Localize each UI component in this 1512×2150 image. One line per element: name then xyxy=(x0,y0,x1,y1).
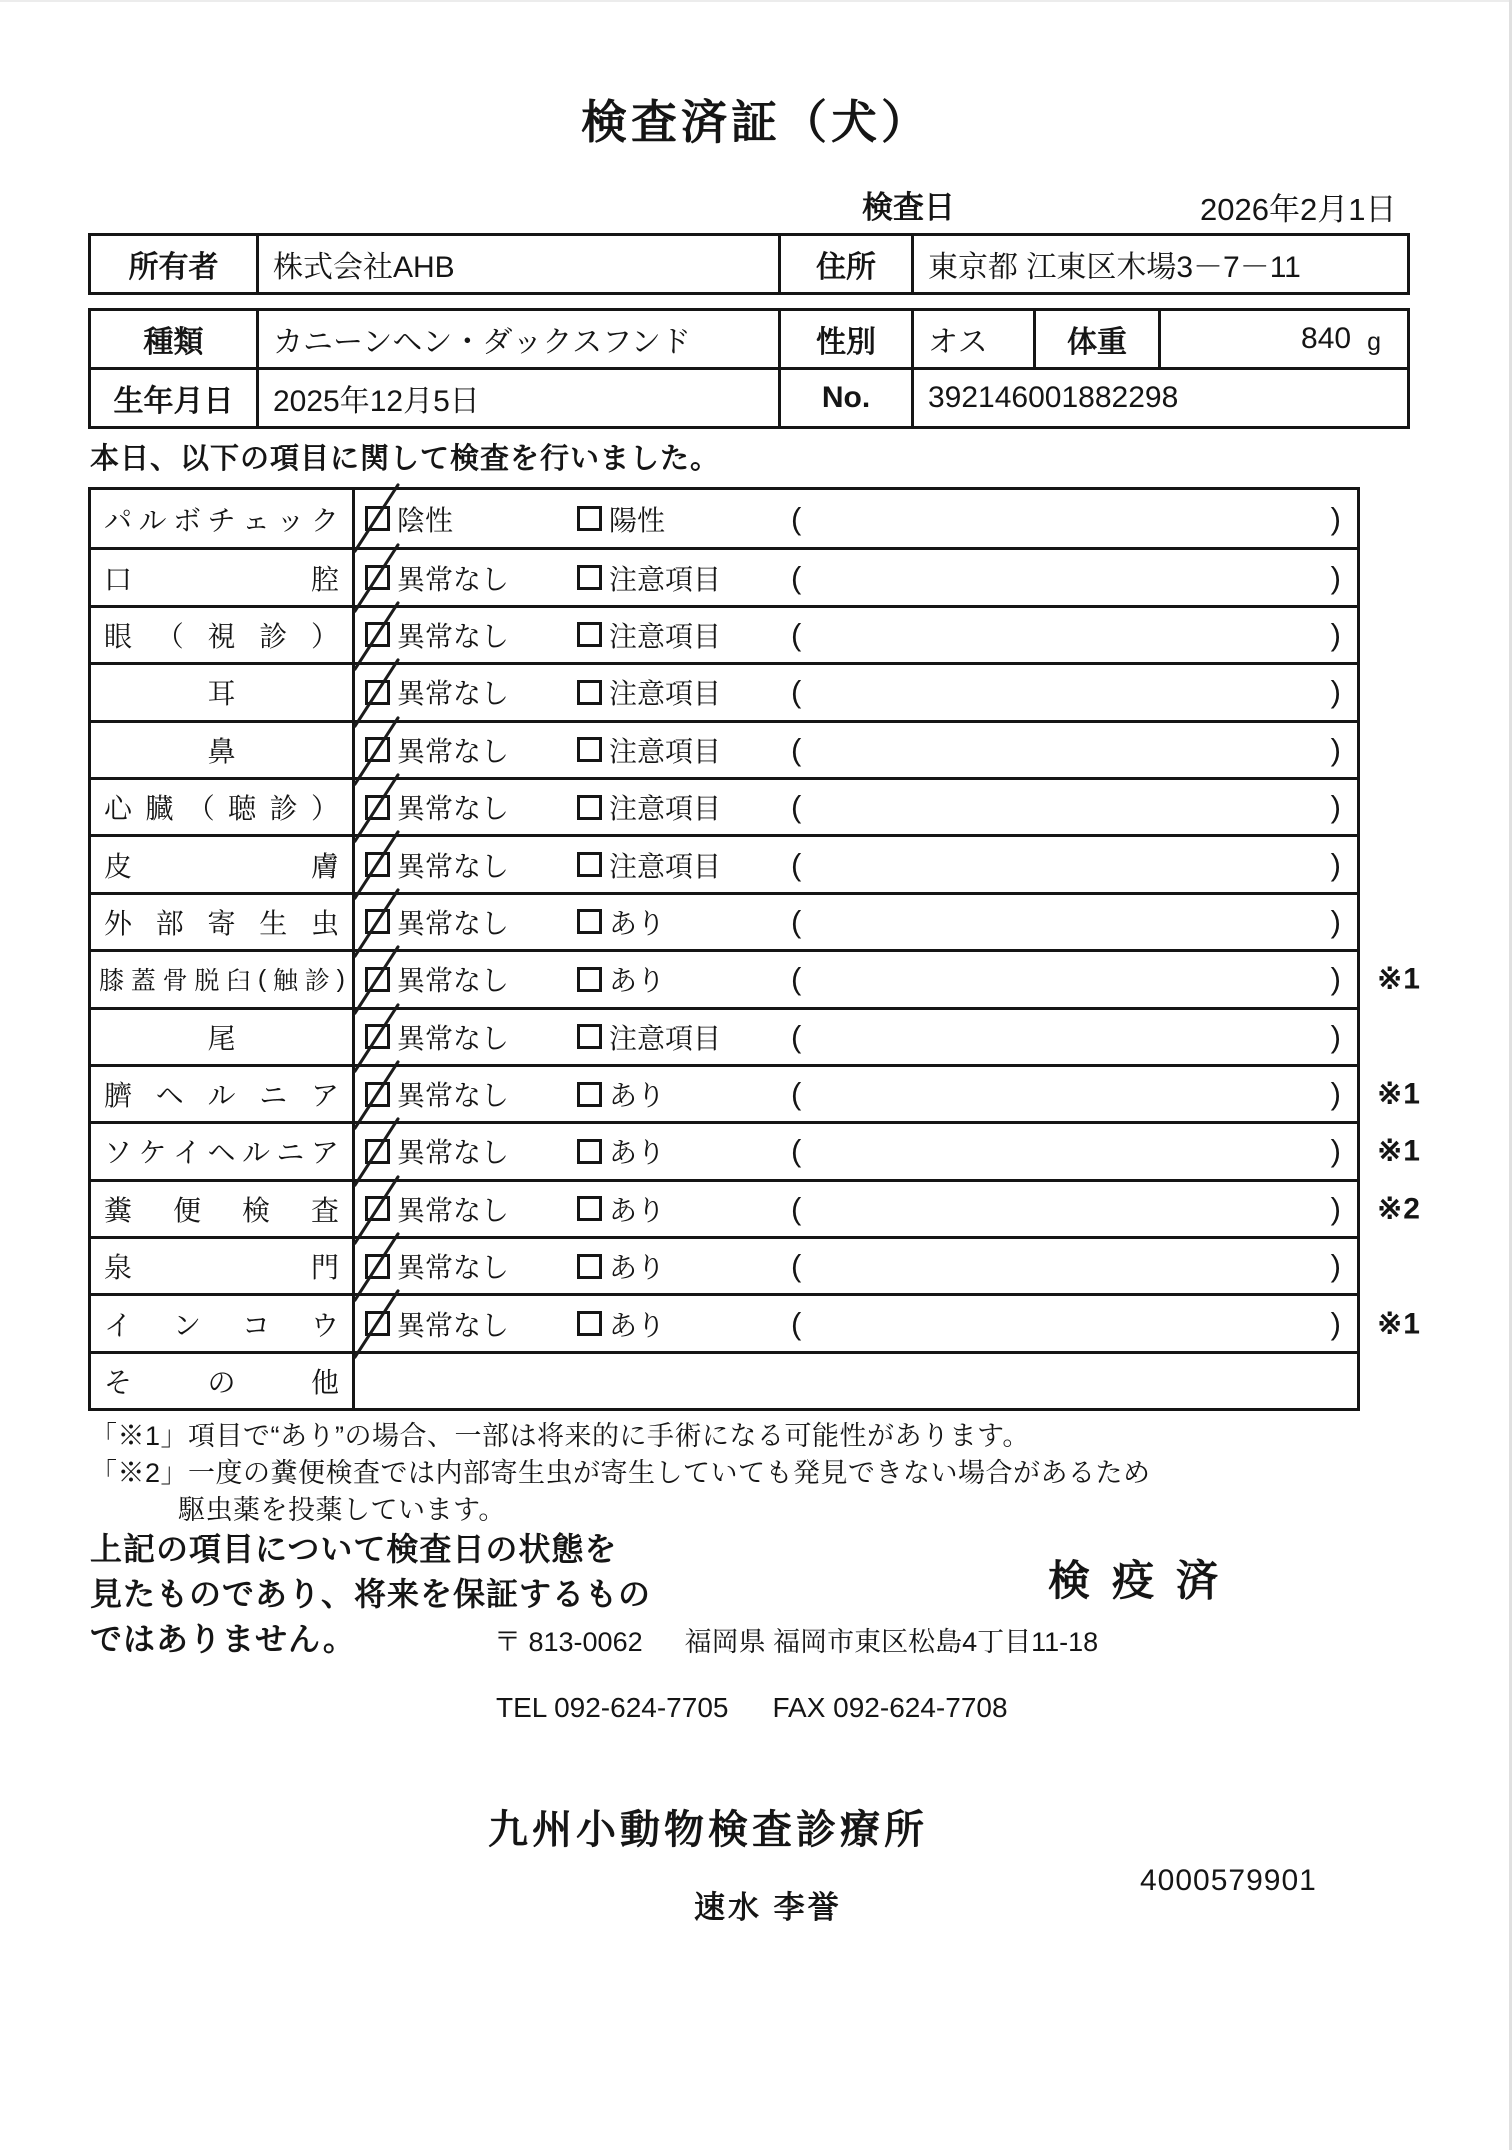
option-1-label: 異常なし xyxy=(397,907,510,939)
footnote-2: 「※2」一度の糞便検査では内部寄生虫が寄生していても発見できない場合があるため xyxy=(90,1458,1151,1488)
option-2 xyxy=(577,787,721,827)
option-1-label: 異常なし xyxy=(397,735,510,767)
checklist-row-content xyxy=(355,550,1357,604)
paren-open: ( xyxy=(791,1018,802,1054)
checklist-row-content xyxy=(355,780,1357,834)
checklist-row-content xyxy=(355,1010,1357,1064)
checklist-row xyxy=(91,720,1357,777)
checklist-row xyxy=(91,949,1421,1006)
checkbox-icon xyxy=(577,1254,602,1279)
paren-close: ) xyxy=(1330,1305,1341,1341)
checklist-item-label: 心 臓 （ 聴 診 ） xyxy=(91,780,355,834)
checklist-row xyxy=(91,490,1357,547)
checklist-row xyxy=(91,1064,1421,1121)
checklist-row-content xyxy=(355,490,1357,547)
option-2 xyxy=(577,615,721,655)
paren-open: ( xyxy=(791,1305,802,1341)
option-2-label: あり xyxy=(609,1309,666,1341)
checklist-row-content xyxy=(355,608,1357,662)
paren-open: ( xyxy=(791,1248,802,1284)
checklist-item-label: 糞 便 検 査 xyxy=(91,1182,355,1236)
option-1-label: 異常なし xyxy=(397,965,510,997)
option-1-label: 異常なし xyxy=(397,1080,510,1112)
option-1-label: 異常なし xyxy=(397,620,510,652)
checklist-row-content xyxy=(355,1354,1357,1408)
option-1-label: 異常なし xyxy=(397,1022,510,1054)
checklist-row xyxy=(91,547,1357,604)
option-2 xyxy=(577,1017,721,1057)
checklist-table xyxy=(88,487,1421,1411)
checklist-item-label: 口 腔 xyxy=(91,550,355,604)
owner-label: 所有者 xyxy=(128,251,219,284)
checkbox-icon xyxy=(577,1196,602,1221)
address-label: 住所 xyxy=(778,236,911,292)
checkbox-icon xyxy=(577,1139,602,1164)
checklist-row-content xyxy=(355,895,1357,949)
checklist-row xyxy=(91,834,1357,891)
checkbox-icon xyxy=(577,680,602,705)
option-1-label: 異常なし xyxy=(397,793,510,825)
birthdate-row xyxy=(91,367,1407,426)
inspector-name: 速水 李誉 xyxy=(694,1890,842,1925)
paren-open: ( xyxy=(791,1076,802,1112)
checkbox-icon xyxy=(577,737,602,762)
checklist-item-label: イ ン コ ウ xyxy=(91,1296,355,1350)
paren-close: ) xyxy=(1330,1018,1341,1054)
option-2-label: あり xyxy=(609,1194,666,1226)
checklist-item-label: そ の 他 xyxy=(91,1354,355,1408)
checklist-item-label: 鼻 xyxy=(91,723,355,777)
paren-close: ) xyxy=(1330,616,1341,652)
address-value: 東京都 江東区木場3－7－11 xyxy=(911,236,1407,292)
owner-value: 株式会社AHB xyxy=(256,236,778,292)
option-2 xyxy=(577,902,665,942)
weight-label: 体重 xyxy=(1033,311,1158,367)
option-2 xyxy=(577,1246,665,1286)
checklist-item-label: 外 部 寄 生 虫 xyxy=(91,895,355,949)
registration-no-value: 392146001882298 xyxy=(911,370,1407,426)
paren-open: ( xyxy=(791,789,802,825)
checklist-item-label: 耳 xyxy=(91,665,355,719)
checkbox-icon xyxy=(577,565,602,590)
option-1 xyxy=(365,499,453,539)
owner-row xyxy=(91,236,1407,292)
clinic-tel-fax xyxy=(496,1692,1008,1724)
option-2-label: 注意項目 xyxy=(609,850,722,882)
paren-close: ) xyxy=(1330,674,1341,710)
checklist-row xyxy=(91,892,1357,949)
checklist-row-content xyxy=(355,1296,1357,1350)
row-footnote-mark: ※2 xyxy=(1377,1192,1421,1226)
paren-close: ) xyxy=(1330,1190,1341,1226)
checklist-row xyxy=(91,777,1357,834)
checklist-row xyxy=(91,662,1357,719)
option-2-label: 注意項目 xyxy=(609,563,722,595)
checkbox-icon xyxy=(577,506,602,531)
option-2-label: あり xyxy=(609,965,666,997)
checklist-row-content xyxy=(355,1067,1357,1121)
checkbox-icon xyxy=(577,1024,602,1049)
paren-close: ) xyxy=(1330,903,1341,939)
option-1-label: 異常なし xyxy=(397,563,510,595)
checklist-item-label: 泉 門 xyxy=(91,1239,355,1293)
statement-line-3: ではありません。 xyxy=(90,1621,356,1657)
option-2-label: あり xyxy=(609,1252,666,1284)
inspection-date-value: 2026年2月1日 xyxy=(1200,192,1397,227)
option-2-label: あり xyxy=(609,1137,666,1169)
page-title: 検査済証（犬） xyxy=(581,96,931,148)
checklist-row xyxy=(91,1007,1357,1064)
weight-value-cell xyxy=(1158,311,1407,367)
checklist-row xyxy=(91,1179,1421,1236)
checklist-row-content xyxy=(355,952,1357,1006)
paren-close: ) xyxy=(1330,559,1341,595)
registration-no-label: No. xyxy=(778,370,911,426)
checklist-row-content xyxy=(355,723,1357,777)
paren-open: ( xyxy=(791,500,802,536)
checkbox-icon xyxy=(577,622,602,647)
paren-open: ( xyxy=(791,674,802,710)
option-1-label: 異常なし xyxy=(397,1194,510,1226)
option-2 xyxy=(577,558,721,598)
option-1-label: 異常なし xyxy=(397,678,510,710)
checklist-item-label: 尾 xyxy=(91,1010,355,1064)
paren-close: ) xyxy=(1330,731,1341,767)
statement-line-2: 見たものであり、将来を保証するもの xyxy=(90,1576,652,1612)
checklist-row xyxy=(91,1293,1421,1350)
option-2-label: 注意項目 xyxy=(609,735,722,767)
quarantine-stamp: 検疫済 xyxy=(1048,1557,1241,1604)
clinic-postal-code: 〒 813-0062 xyxy=(494,1627,643,1657)
checklist-item-label: 臍 ヘ ル ニ ア xyxy=(91,1067,355,1121)
clinic-address: 福岡県 福岡市東区松島4丁目11-18 xyxy=(684,1627,1099,1657)
option-1-label: 異常なし xyxy=(397,1252,510,1284)
checklist-row-content xyxy=(355,665,1357,719)
weight-value: 840 xyxy=(1301,322,1352,355)
sex-value: オス xyxy=(911,311,1033,367)
paren-open: ( xyxy=(791,1190,802,1226)
checklist-item-label: 眼 （ 視 診 ） xyxy=(91,608,355,662)
checkbox-icon xyxy=(577,967,602,992)
option-2-label: 注意項目 xyxy=(609,678,722,710)
birthdate-label: 生年月日 xyxy=(113,385,234,418)
clinic-tel: TEL 092-624-7705 xyxy=(496,1692,729,1723)
option-2 xyxy=(577,959,665,999)
checklist-row xyxy=(91,1121,1421,1178)
option-2-label: 陽性 xyxy=(609,504,666,536)
checklist-row xyxy=(91,1351,1357,1408)
paren-open: ( xyxy=(791,903,802,939)
checkbox-icon xyxy=(577,795,602,820)
checklist-row xyxy=(91,605,1357,662)
option-2 xyxy=(577,730,721,770)
option-2-label: あり xyxy=(609,1080,666,1112)
owner-table xyxy=(88,233,1410,295)
breed-label: 種類 xyxy=(143,326,204,359)
paren-close: ) xyxy=(1330,789,1341,825)
option-2 xyxy=(577,1131,665,1171)
intro-text: 本日、以下の項目に関して検査を行いました。 xyxy=(90,443,721,475)
paren-close: ) xyxy=(1330,846,1341,882)
paren-close: ) xyxy=(1330,1133,1341,1169)
option-2 xyxy=(577,1304,665,1344)
paren-open: ( xyxy=(791,559,802,595)
option-2 xyxy=(577,672,721,712)
checklist-item-label: 膝 蓋 骨 脱 臼 ( 触 診 ) xyxy=(91,952,355,1006)
checklist-item-label: 皮 膚 xyxy=(91,837,355,891)
paren-close: ) xyxy=(1330,961,1341,997)
paren-close: ) xyxy=(1330,500,1341,536)
row-footnote-mark: ※1 xyxy=(1377,1134,1421,1168)
paren-open: ( xyxy=(791,616,802,652)
option-2 xyxy=(577,845,721,885)
checklist-item-label: ソ ケ イ ヘ ル ニ ア xyxy=(91,1124,355,1178)
breed-value: カニーンヘン・ダックスフンド xyxy=(256,311,778,367)
option-2-label: 注意項目 xyxy=(609,620,722,652)
option-2-label: あり xyxy=(609,907,666,939)
option-2 xyxy=(577,1074,665,1114)
checklist-row-content xyxy=(355,1182,1357,1236)
weight-unit: g xyxy=(1367,327,1381,356)
option-1-label: 異常なし xyxy=(397,1309,510,1341)
scan-artifact xyxy=(0,0,1512,2)
option-1-label: 異常なし xyxy=(397,1137,510,1169)
paren-open: ( xyxy=(791,731,802,767)
paren-open: ( xyxy=(791,1133,802,1169)
option-2-label: 注意項目 xyxy=(609,1022,722,1054)
breed-row xyxy=(91,311,1407,367)
option-1-label: 陰性 xyxy=(397,504,454,536)
checkbox-icon xyxy=(577,1082,602,1107)
option-2-label: 注意項目 xyxy=(609,793,722,825)
paren-close: ) xyxy=(1330,1248,1341,1284)
checklist-row xyxy=(91,1236,1357,1293)
paren-close: ) xyxy=(1330,1076,1341,1112)
clinic-fax: FAX 092-624-7708 xyxy=(772,1692,1008,1723)
checkbox-icon xyxy=(577,1311,602,1336)
checklist-item-label: パ ル ボ チ ェ ッ ク xyxy=(91,490,355,547)
clinic-postal-address xyxy=(494,1620,1098,1659)
checklist-row-content xyxy=(355,1239,1357,1293)
serial-number: 4000579901 xyxy=(1140,1864,1317,1897)
checkbox-icon xyxy=(577,852,602,877)
inspection-date-label: 検査日 xyxy=(862,190,955,225)
row-footnote-mark: ※1 xyxy=(1377,962,1421,996)
option-2 xyxy=(577,499,665,539)
paren-open: ( xyxy=(791,961,802,997)
clinic-name: 九州小動物検査診療所 xyxy=(488,1808,928,1852)
option-1-label: 異常なし xyxy=(397,850,510,882)
checklist-row-content xyxy=(355,837,1357,891)
checkbox-icon xyxy=(577,909,602,934)
statement-line-1: 上記の項目について検査日の状態を xyxy=(90,1531,618,1567)
sex-label: 性別 xyxy=(778,311,911,367)
checklist-row-content xyxy=(355,1124,1357,1178)
paren-open: ( xyxy=(791,846,802,882)
footnote-1: 「※1」項目で“あり”の場合、一部は将来的に手術になる可能性があります。 xyxy=(90,1421,1030,1451)
row-footnote-mark: ※1 xyxy=(1377,1307,1421,1341)
row-footnote-mark: ※1 xyxy=(1377,1077,1421,1111)
footnote-2-continued: 駆虫薬を投薬しています。 xyxy=(178,1495,506,1525)
option-2 xyxy=(577,1189,665,1229)
birthdate-value: 2025年12月5日 xyxy=(256,370,778,426)
animal-table xyxy=(88,308,1410,429)
